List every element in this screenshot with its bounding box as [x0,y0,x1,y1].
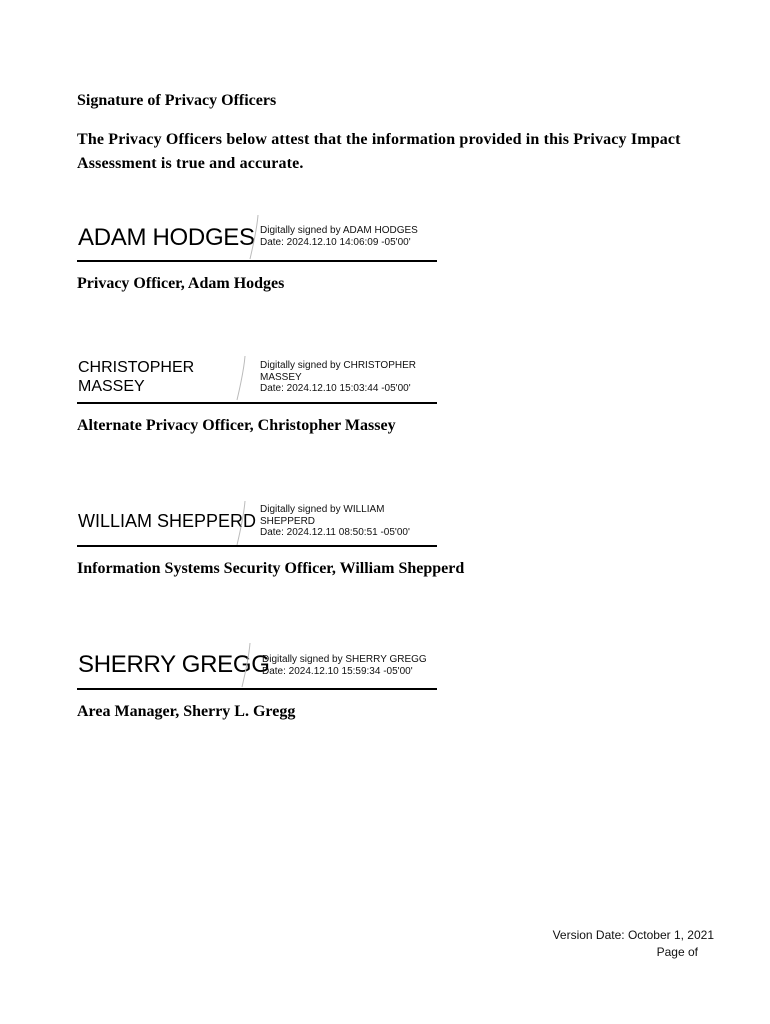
section-heading: Signature of Privacy Officers [77,92,277,109]
signature-line [77,688,437,690]
signature-line [77,402,437,404]
signer-name: ADAM HODGES [78,224,255,251]
signer-title: Area Manager, Sherry L. Gregg [77,703,296,720]
signature-block-privacy-officer [77,210,437,300]
signer-title: Privacy Officer, Adam Hodges [77,275,285,292]
attestation-text: The Privacy Officers below attest that the information provided in this Privacy Impact Assessment is true and accurate. [77,131,681,172]
digital-signature-details: Digitally signed by CHRISTOPHER MASSEY Date: 2024.12.10 15:03:44 -05'00' [260,360,416,394]
signature-stroke-icon [240,642,252,688]
page-footer [553,927,714,961]
signature-block-alternate-privacy-officer [77,355,437,445]
signature-stroke-icon [248,214,260,260]
signer-title: Alternate Privacy Officer, Christopher Massey [77,417,396,434]
signature-stroke-icon [235,500,247,546]
digital-signature-details: Digitally signed by ADAM HODGES Date: 2024.12.10 14:06:09 -05'00' [260,225,418,248]
page-number: Page of [656,945,698,959]
signature-block-isso [77,500,465,590]
signature-block-area-manager [77,640,437,730]
signature-line [77,545,437,547]
version-date: Version Date: October 1, 2021 [552,928,714,942]
digital-signature-details: Digitally signed by SHERRY GREGG Date: 2024.12.10 15:59:34 -05'00' [262,654,427,677]
signer-name: CHRISTOPHER MASSEY [78,359,195,395]
signer-name: SHERRY GREGG [78,651,270,678]
signer-name: WILLIAM SHEPPERD [78,511,257,531]
signature-line [77,260,437,262]
digital-signature-details: Digitally signed by WILLIAM SHEPPERD Date: 2024.12.11 08:50:51 -05'00' [260,504,410,538]
signer-title: Information Systems Security Officer, William Shepperd [77,560,465,577]
signature-stroke-icon [235,355,247,401]
